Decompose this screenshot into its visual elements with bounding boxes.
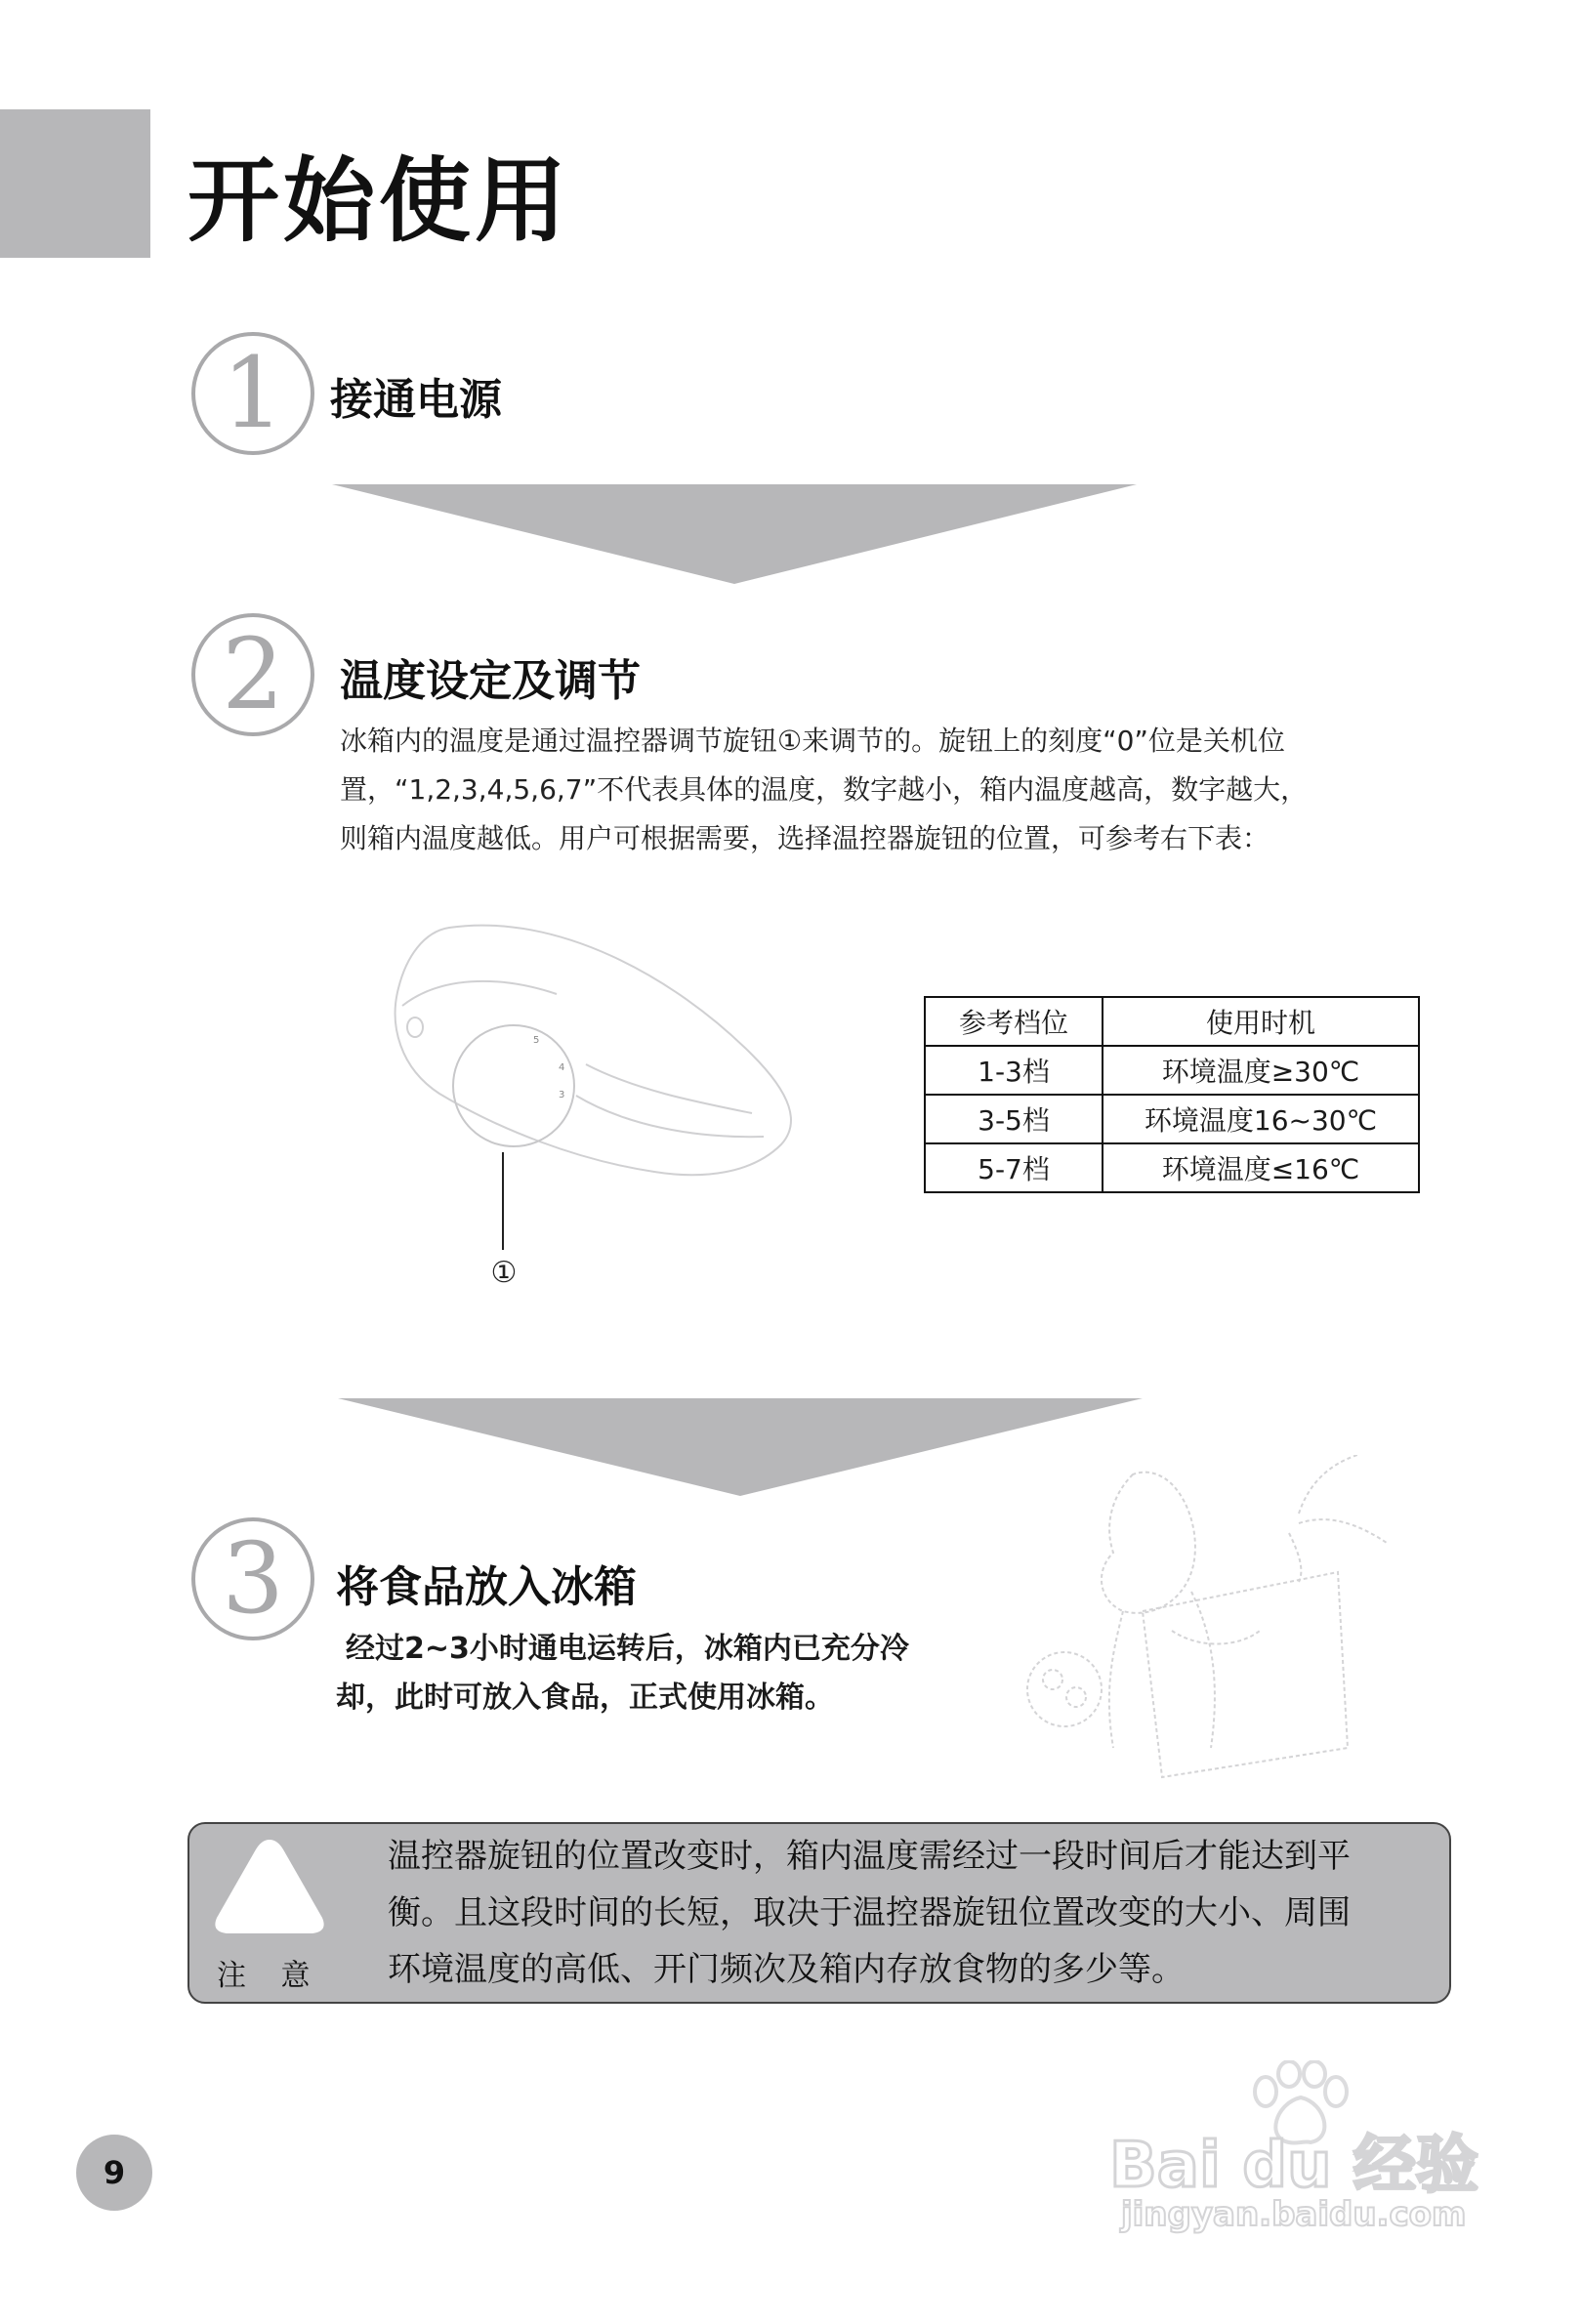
- section-tab: [0, 109, 150, 258]
- table-cell: 5-7档: [925, 1143, 1103, 1192]
- table-header: 参考档位: [925, 997, 1103, 1046]
- table-row: [925, 1046, 1419, 1095]
- step-2-line: 冰箱内的温度是通过温控器调节旋钮①来调节的。旋钮上的刻度“0”位是关机位: [340, 725, 1285, 757]
- step-3-number: 3: [191, 1517, 314, 1640]
- step-3-line: 经过2~3小时通电运转后，冰箱内已充分冷: [346, 1632, 909, 1666]
- step-2-number: 2: [191, 613, 314, 736]
- watermark-brand: Bai du 经验: [1109, 2130, 1478, 2202]
- step-1-number: 1: [191, 332, 314, 455]
- page-title: 开始使用: [187, 148, 571, 255]
- table-cell: 环境温度≥30℃: [1103, 1046, 1419, 1095]
- table-header-row: [925, 997, 1419, 1046]
- callout-label: ①: [490, 1256, 518, 1290]
- warning-icon: [209, 1834, 330, 1939]
- dial-mark: 3: [559, 1090, 565, 1100]
- warning-text: [388, 1828, 1442, 1998]
- watermark-url: jingyan.baidu.com: [1121, 2195, 1467, 2234]
- step-1-title: 接通电源: [330, 375, 502, 425]
- table-cell: 环境温度16~30℃: [1103, 1095, 1419, 1143]
- warning-line: 环境温度的高低、开门频次及箱内存放食物的多少等。: [388, 1950, 1185, 1989]
- table-row: [925, 1143, 1419, 1192]
- table-header: 使用时机: [1103, 997, 1419, 1046]
- step-2-line: 置，“1,2,3,4,5,6,7”不代表具体的温度，数字越小，箱内温度越高，数字越大，: [340, 773, 1309, 806]
- step-3-description: [336, 1625, 980, 1722]
- step-3-title: 将食品放入冰箱: [336, 1562, 637, 1612]
- table-cell: 环境温度≤16℃: [1103, 1143, 1419, 1192]
- warning-line: 衡。且这段时间的长短，取决于温控器旋钮位置改变的大小、周围: [388, 1893, 1351, 1932]
- reference-table: [924, 996, 1420, 1193]
- warning-label: 注 意: [217, 1959, 311, 1993]
- step-2-description: [340, 717, 1473, 863]
- step-2-title: 温度设定及调节: [340, 656, 641, 706]
- page-number: 9: [76, 2135, 152, 2211]
- thermostat-diagram: [381, 918, 801, 1230]
- table-row: [925, 1095, 1419, 1143]
- girl-fridge-illustration: [1006, 1455, 1396, 1787]
- dial-mark: 4: [559, 1062, 565, 1073]
- dial-mark: 5: [533, 1035, 540, 1046]
- down-arrow-1: [332, 484, 1137, 584]
- step-3-line: 却，此时可放入食品，正式使用冰箱。: [336, 1681, 834, 1715]
- table-cell: 3-5档: [925, 1095, 1103, 1143]
- callout-leader-line: [500, 1152, 506, 1250]
- table-cell: 1-3档: [925, 1046, 1103, 1095]
- step-2-line: 则箱内温度越低。用户可根据需要，选择温控器旋钮的位置，可参考右下表：: [340, 822, 1270, 854]
- warning-line: 温控器旋钮的位置改变时，箱内温度需经过一段时间后才能达到平: [388, 1837, 1351, 1876]
